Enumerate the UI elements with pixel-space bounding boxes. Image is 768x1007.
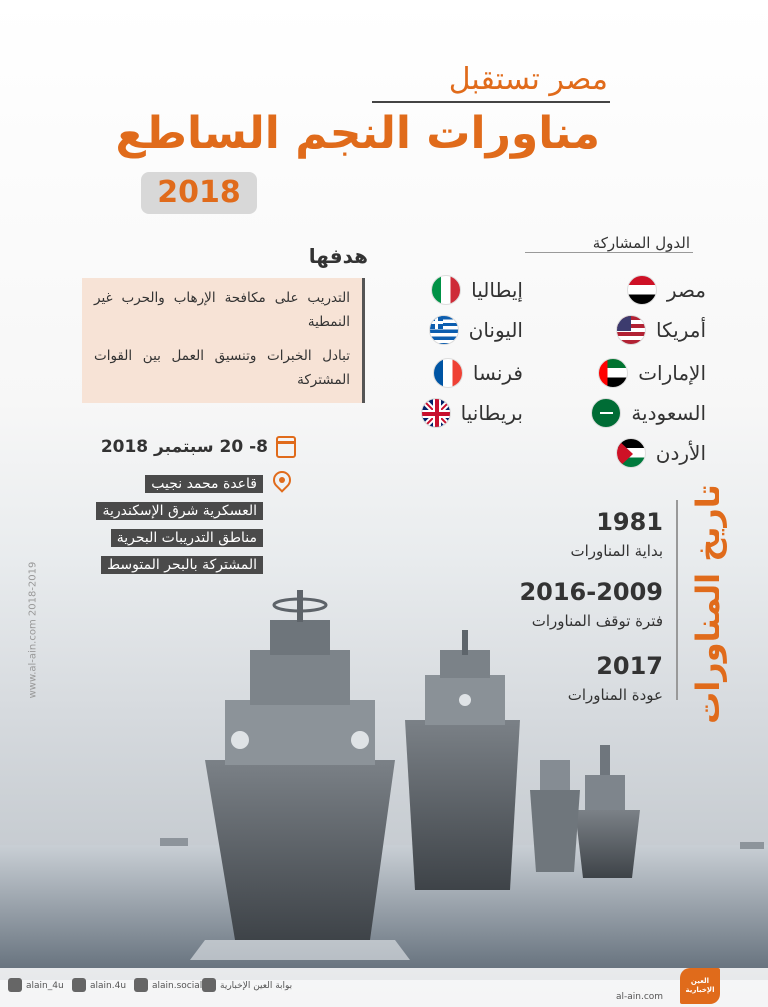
country-name: بريطانيا [460,401,523,425]
watermark-text: www.al-ain.com 2018-2019 [27,561,39,699]
footer [0,968,768,1007]
timeline-year: 2017 [596,652,663,680]
uk-flag-icon [421,398,451,428]
location-line: مناطق التدريبات البحرية [111,529,263,547]
italy-flag-icon [431,275,461,305]
event-date: 8- 20 سبتمبر 2018 [100,437,268,457]
jordan-flag-icon [616,438,646,468]
site-url[interactable]: al-ain.com [616,992,664,1002]
egypt-flag-icon [627,275,657,305]
timeline-title: تاريخ المناورات [689,484,727,724]
calendar-icon [276,436,296,458]
youtube-icon[interactable] [202,978,216,992]
country-name: السعودية [631,401,706,425]
warships-photo [0,560,768,980]
facebook-icon[interactable] [134,978,148,992]
logo-text: العين الإخبارية [685,977,715,994]
countries-divider [525,252,693,253]
instagram-icon[interactable] [72,978,86,992]
country-italy [431,275,523,305]
goals-title: هدفها [308,244,368,268]
uae-flag-icon [598,358,628,388]
country-name: إيطاليا [471,278,523,302]
usa-flag-icon [616,315,646,345]
timeline-year: 2016-2009 [519,578,663,606]
twitter-handle[interactable]: alain_4u [26,981,64,991]
location-line: المشتركة بالبحر المتوسط [101,556,263,574]
country-name: مصر [666,278,706,302]
location-line: قاعدة محمد نجيب [145,475,263,493]
country-uk [421,398,523,428]
country-name: فرنسا [472,361,523,385]
country-name: الأردن [655,441,706,465]
location-pin-icon [269,467,294,492]
country-usa [616,315,706,345]
page-title: مناورات النجم الساطع [115,108,600,159]
timeline-desc: بداية المناورات [570,542,663,560]
country-saudi [591,398,706,428]
country-jordan [616,438,706,468]
location-line: العسكرية شرق الإسكندرية [96,502,263,520]
timeline-year: 1981 [596,508,663,536]
al-ain-logo [680,968,720,1004]
subtitle: مصر تستقبل [448,62,608,97]
timeline-desc: عودة المناورات [567,686,663,704]
country-uae [598,358,706,388]
country-egypt [627,275,706,305]
saudi-flag-icon [591,398,621,428]
subtitle-underline [372,101,610,103]
watermark [18,561,48,699]
countries-title: الدول المشاركة [592,234,690,252]
country-france [433,358,523,388]
goals-box [82,278,365,403]
france-flag-icon [433,358,463,388]
facebook-handle[interactable]: alain.social [152,981,203,991]
country-name: الإمارات [638,361,706,385]
youtube-handle[interactable]: بوابة العين الإخبارية [220,981,293,991]
instagram-handle[interactable]: alain.4u [90,981,127,991]
year-badge: 2018 [141,172,257,214]
date-row [101,436,296,458]
goal-item: تبادل الخبرات وتنسيق العمل بين القوات المشتركة [94,348,350,388]
timeline-desc: فترة توقف المناورات [531,612,663,630]
country-name: أمريكا [655,318,706,342]
greece-flag-icon [429,315,459,345]
twitter-icon[interactable] [8,978,22,992]
country-name: اليونان [468,318,523,342]
goal-item: التدريب على مكافحة الإرهاب والحرب غير النمطية [94,290,350,330]
country-greece [429,315,523,345]
